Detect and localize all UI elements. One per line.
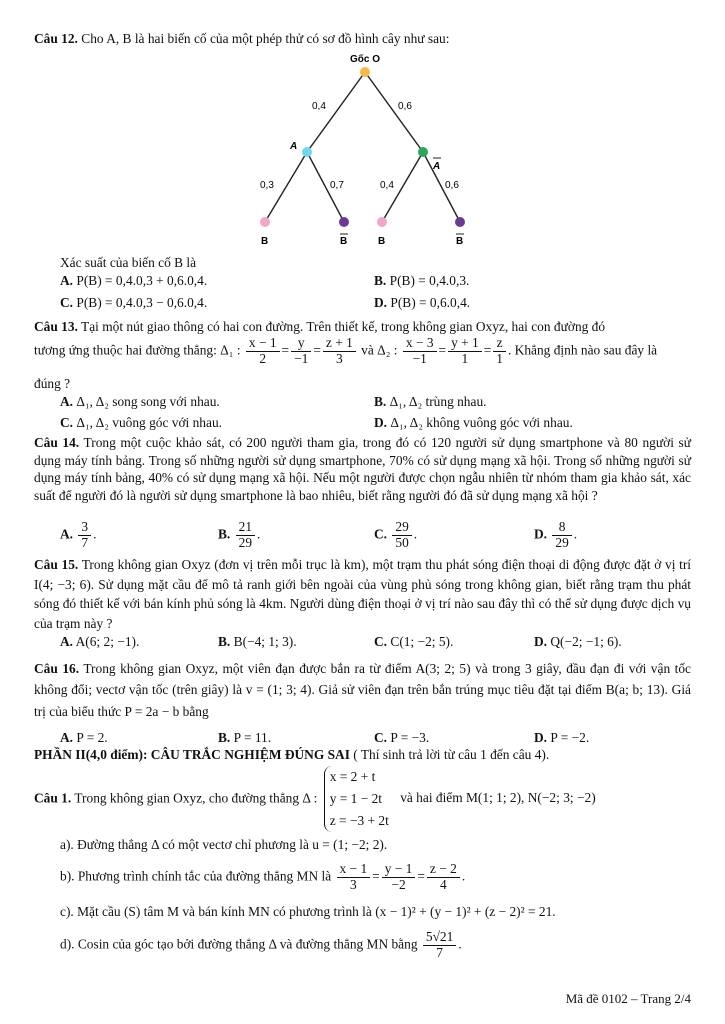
part-note: ( Thí sinh trả lời từ câu 1 đến câu 4). <box>353 747 550 762</box>
edge-prob: 0,7 <box>330 180 344 191</box>
option-a[interactable]: A. P(B) = 0,4.0,3 + 0,6.0,4. <box>60 273 208 288</box>
question-13-line2: tương ứng thuộc hai đường thẳng: Δ₁ : $\frac{x - 1}{2}$ = $\frac{y}{-1}$ = $\frac{z + 1}{3}$ và Δ₂ : $\frac{x - 3}{-1}$ = $\frac{y + 1}{1}$ = $\frac{z}{1}$ . Khẳng định nào sau đây là <box>34 335 658 366</box>
tree-edge <box>307 72 365 152</box>
edge-prob: 0,3 <box>260 180 274 191</box>
option-c[interactable]: C. C(1; −2; 5). <box>374 634 454 649</box>
option-a[interactable]: A. $\frac{3}{7}$ . <box>60 519 97 550</box>
option-d[interactable]: D. P = −2. <box>534 730 590 745</box>
question-text: Trong không gian Oxyz, một viên đạn được bắn ra từ điểm A(3; 2; 5) và trong 3 giây, đầu đạn đi với vận tốc không đổi; vectơ vận tốc (trên giây) là v = (1; 3; 4). Giả sử viên đạn trên bắn trúng mục tiêu đặt tại điểm B(a; b; 13). Giá trị của biểu thức P = 2a − b bằng <box>34 661 691 719</box>
leaf-node <box>339 217 349 227</box>
probability-tree-diagram <box>240 52 480 252</box>
option-b[interactable]: B. P(B) = 0,4.0,3. <box>374 273 470 288</box>
option-b[interactable]: B. P = 11. <box>218 730 272 745</box>
question-label: Câu 13. <box>34 319 78 334</box>
option-d[interactable]: D. $\frac{8}{29}$ . <box>534 519 578 550</box>
edge-prob: 0,4 <box>312 101 326 112</box>
part-2-question-1: Câu 1. Trong không gian Oxyz, cho đường thẳng Δ : x = 2 + t y = 1 − 2t z = −3 + 2t và hai điểm M(1; 1; 2), N(−2; 3; −2) <box>34 766 691 832</box>
leaf-label: B <box>340 236 348 247</box>
page-footer: Mã đề 0102 – Trang 2/4 <box>565 991 691 1006</box>
question-text: Trong không gian Oxyz (đơn vị trên mỗi trục là km), một trạm thu phát sóng điện thoại di động được đặt ở vị trí I(4; −3; 6). Sử dụng mặt cầu để mô tả ranh giới bên ngoài của vùng phủ sóng trong không gian, biết rằng trạm thu phát sóng đó thiết kế với bán kính phủ sóng là 4km. Người dùng điện thoại ở vị trí nào sau đây thì có thể sử dụng được dịch vụ của trạm này ? <box>34 557 692 631</box>
option-c[interactable]: C. P(B) = 0,4.0,3 − 0,6.0,4. <box>60 295 208 310</box>
question-label: Câu 16. <box>34 661 80 676</box>
node-a <box>302 147 312 157</box>
option-a[interactable]: A. P = 2. <box>60 730 108 745</box>
statement-c[interactable]: c). Mặt cầu (S) tâm M và bán kính MN có phương trình là (x − 1)² + (y − 1)² + (z − 2)² = 21. <box>60 904 556 919</box>
question-text: Cho A, B là hai biến cố của một phép thử có sơ đồ hình cây như sau: <box>81 31 450 46</box>
root-node <box>360 67 370 77</box>
leaf-node <box>455 217 465 227</box>
edge-prob: 0,6 <box>398 101 412 112</box>
option-b[interactable]: B. $\frac{21}{29}$ . <box>218 519 261 550</box>
option-d[interactable]: D. P(B) = 0,6.0,4. <box>374 295 471 310</box>
parametric-system: x = 2 + t y = 1 − 2t z = −3 + 2t <box>324 766 389 832</box>
question-13-line1 <box>34 318 691 337</box>
part-heading: PHẦN II(4,0 điểm): CÂU TRẮC NGHIỆM ĐÚNG SAI <box>34 747 350 762</box>
option-a[interactable]: A. A(6; 2; −1). <box>60 634 140 649</box>
edge-prob: 0,4 <box>380 180 394 191</box>
question-text: Trong một cuộc khảo sát, có 200 người tham gia, trong đó có 120 người sử dụng smartphone và 80 người sử dụng máy tính bảng. Trong số những người sử dụng smartphone, 70% có sử dụng mạng xã hội. Trong số những người sử dụng máy tính bảng, 40% có sử dụng mạng xã hội. Nếu một người được chọn ngẫu nhiên từ nhóm tham gia khảo sát, xác suất để người đó là người sử dụng smartphone là bao nhiêu, biết rằng người đó đã sử dụng mạng xã hội ? <box>34 435 691 504</box>
leaf-node <box>377 217 387 227</box>
leaf-label: B <box>456 236 464 247</box>
option-c[interactable]: C. $\frac{29}{50}$ . <box>374 519 418 550</box>
option-c[interactable]: C. Δ₁, Δ₂ vuông góc với nhau. <box>60 415 222 430</box>
part-2-heading <box>34 746 691 765</box>
leaf-node <box>260 217 270 227</box>
tree-edge <box>365 72 423 152</box>
question-label: Câu 1. <box>34 790 72 806</box>
edge-prob: 0,6 <box>445 180 459 191</box>
leaf-label: B <box>261 236 269 247</box>
question-12-prompt: Xác suất của biến cố B là <box>60 255 197 270</box>
option-b[interactable]: B. Δ₁, Δ₂ trùng nhau. <box>374 394 487 409</box>
root-label: Gốc O <box>349 54 381 65</box>
option-b[interactable]: B. B(−4; 1; 3). <box>218 634 297 649</box>
question-12-stem <box>34 30 691 49</box>
question-label: Câu 15. <box>34 557 79 572</box>
option-c[interactable]: C. P = −3. <box>374 730 430 745</box>
question-label: Câu 12. <box>34 31 78 46</box>
leaf-label: B <box>378 236 386 247</box>
question-15-stem <box>34 555 691 633</box>
question-14-stem <box>34 434 691 505</box>
question-label: Câu 14. <box>34 435 80 450</box>
question-text: Tại một nút giao thông có hai con đường. Trên thiết kế, trong không gian Oxyz, hai con đường đó <box>81 319 606 334</box>
question-16-stem <box>34 658 691 722</box>
node-a-complement <box>418 147 428 157</box>
option-d[interactable]: D. Δ₁, Δ₂ không vuông góc với nhau. <box>374 415 573 430</box>
option-a[interactable]: A. Δ₁, Δ₂ song song với nhau. <box>60 394 220 409</box>
question-13-line3: đúng ? <box>34 376 71 391</box>
node-a-label: A <box>290 141 298 152</box>
node-a-complement-label: A <box>433 161 441 172</box>
statement-d[interactable]: d). Cosin của góc tạo bởi đường thẳng Δ và đường thẳng MN bằng $\frac{5√21}{7}$ . <box>60 929 462 960</box>
statement-b[interactable]: b). Phương trình chính tắc của đường thẳng MN là $\frac{x - 1}{3}$ = $\frac{y - 1}{-2}$ = $\frac{z - 2}{4}$ . <box>60 861 466 892</box>
statement-a[interactable]: a). Đường thẳng Δ có một vectơ chỉ phương là u = (1; −2; 2). <box>60 837 388 852</box>
option-d[interactable]: D. Q(−2; −1; 6). <box>534 634 622 649</box>
